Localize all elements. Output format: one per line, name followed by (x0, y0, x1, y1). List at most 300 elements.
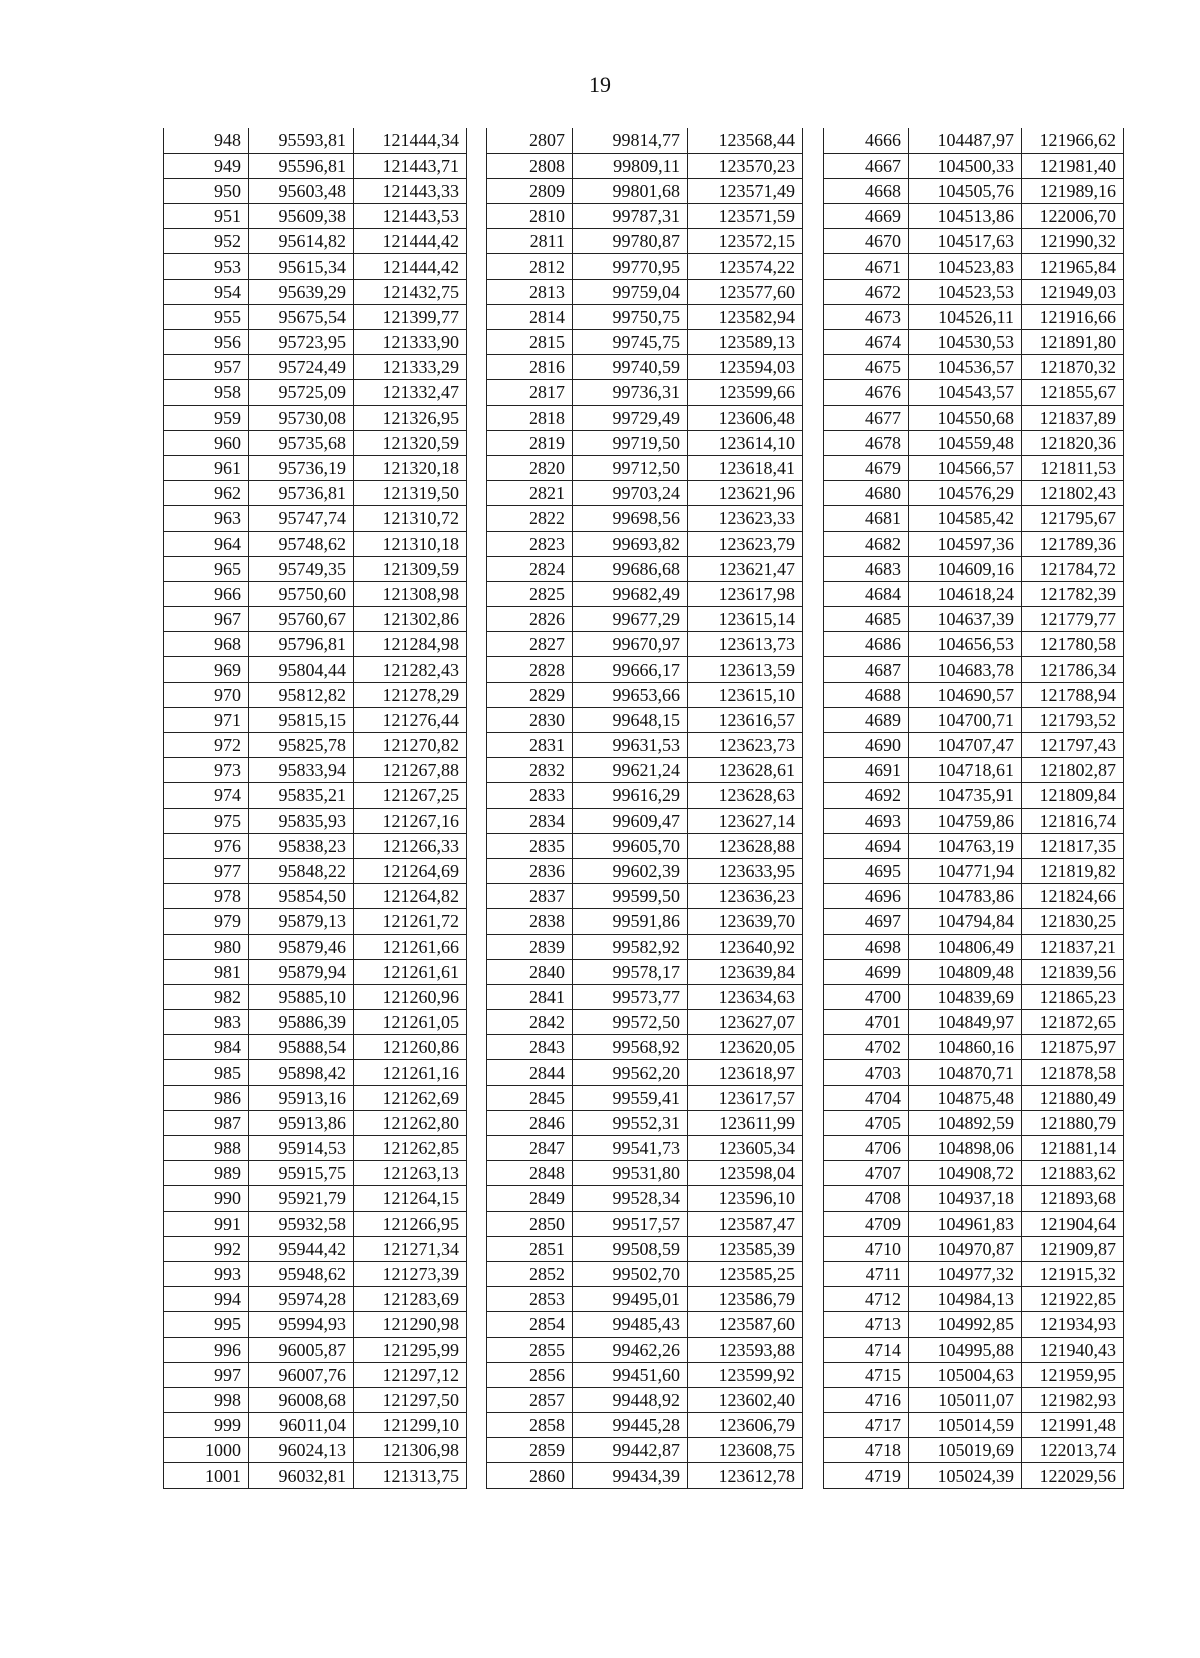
table-row (824, 128, 1124, 153)
point-number-cell: 4692 (824, 783, 909, 808)
y-coordinate-cell: 123587,47 (688, 1211, 803, 1236)
table-row (164, 1136, 467, 1161)
table-row (487, 506, 803, 531)
y-coordinate-cell: 121824,66 (1022, 884, 1124, 909)
point-number-cell: 960 (164, 430, 249, 455)
table-row (824, 733, 1124, 758)
y-coordinate-cell: 121297,12 (354, 1362, 467, 1387)
table-row (164, 833, 467, 858)
x-coordinate-cell: 99572,50 (573, 1010, 688, 1035)
x-coordinate-cell: 95833,94 (249, 758, 354, 783)
x-coordinate-cell: 95724,49 (249, 355, 354, 380)
x-coordinate-cell: 104839,69 (909, 984, 1022, 1009)
table-row (487, 1337, 803, 1362)
point-number-cell: 2857 (487, 1387, 573, 1412)
x-coordinate-cell: 99602,39 (573, 858, 688, 883)
x-coordinate-cell: 99485,43 (573, 1312, 688, 1337)
point-number-cell: 4706 (824, 1136, 909, 1161)
y-coordinate-cell: 123618,97 (688, 1060, 803, 1085)
table-row (824, 405, 1124, 430)
y-coordinate-cell: 121266,95 (354, 1211, 467, 1236)
point-number-cell: 967 (164, 607, 249, 632)
table-row (824, 607, 1124, 632)
point-number-cell: 2851 (487, 1236, 573, 1261)
point-number-cell: 4666 (824, 128, 909, 153)
x-coordinate-cell: 95879,94 (249, 959, 354, 984)
table-row (824, 355, 1124, 380)
y-coordinate-cell: 121260,96 (354, 984, 467, 1009)
y-coordinate-cell: 123599,92 (688, 1362, 803, 1387)
y-coordinate-cell: 121891,80 (1022, 330, 1124, 355)
y-coordinate-cell: 123577,60 (688, 279, 803, 304)
table-row (164, 1438, 467, 1463)
point-number-cell: 991 (164, 1211, 249, 1236)
table-row (824, 279, 1124, 304)
table-row (164, 984, 467, 1009)
x-coordinate-cell: 104550,68 (909, 405, 1022, 430)
x-coordinate-cell: 104735,91 (909, 783, 1022, 808)
table-row (164, 1413, 467, 1438)
point-number-cell: 958 (164, 380, 249, 405)
x-coordinate-cell: 99814,77 (573, 128, 688, 153)
table-row (824, 1110, 1124, 1135)
x-coordinate-cell: 99582,92 (573, 934, 688, 959)
x-coordinate-cell: 96024,13 (249, 1438, 354, 1463)
y-coordinate-cell: 121310,18 (354, 531, 467, 556)
point-number-cell: 4690 (824, 733, 909, 758)
x-coordinate-cell: 104970,87 (909, 1236, 1022, 1261)
y-coordinate-cell: 121966,62 (1022, 128, 1124, 153)
point-number-cell: 2858 (487, 1413, 573, 1438)
point-number-cell: 2850 (487, 1211, 573, 1236)
point-number-cell: 989 (164, 1161, 249, 1186)
y-coordinate-cell: 121290,98 (354, 1312, 467, 1337)
x-coordinate-cell: 95944,42 (249, 1236, 354, 1261)
point-number-cell: 2810 (487, 204, 573, 229)
table-row (824, 506, 1124, 531)
x-coordinate-cell: 95747,74 (249, 506, 354, 531)
point-number-cell: 2814 (487, 304, 573, 329)
y-coordinate-cell: 121916,66 (1022, 304, 1124, 329)
y-coordinate-cell: 121870,32 (1022, 355, 1124, 380)
point-number-cell: 2849 (487, 1186, 573, 1211)
x-coordinate-cell: 104759,86 (909, 808, 1022, 833)
x-coordinate-cell: 99698,56 (573, 506, 688, 531)
table-row (487, 1060, 803, 1085)
point-number-cell: 4680 (824, 481, 909, 506)
y-coordinate-cell: 121284,98 (354, 632, 467, 657)
point-number-cell: 2813 (487, 279, 573, 304)
point-number-cell: 985 (164, 1060, 249, 1085)
table-row (824, 1312, 1124, 1337)
y-coordinate-cell: 123620,05 (688, 1035, 803, 1060)
y-coordinate-cell: 121271,34 (354, 1236, 467, 1261)
x-coordinate-cell: 104849,97 (909, 1010, 1022, 1035)
y-coordinate-cell: 121789,36 (1022, 531, 1124, 556)
y-coordinate-cell: 123639,84 (688, 959, 803, 984)
y-coordinate-cell: 121934,93 (1022, 1312, 1124, 1337)
table-row (487, 1035, 803, 1060)
y-coordinate-cell: 121949,03 (1022, 279, 1124, 304)
table-row (164, 355, 467, 380)
table-row (487, 581, 803, 606)
point-number-cell: 2807 (487, 128, 573, 153)
y-coordinate-cell: 121959,95 (1022, 1362, 1124, 1387)
point-number-cell: 972 (164, 733, 249, 758)
point-number-cell: 2821 (487, 481, 573, 506)
point-number-cell: 2819 (487, 430, 573, 455)
point-number-cell: 2818 (487, 405, 573, 430)
y-coordinate-cell: 121444,34 (354, 128, 467, 153)
point-number-cell: 951 (164, 204, 249, 229)
point-number-cell: 4667 (824, 153, 909, 178)
point-number-cell: 2812 (487, 254, 573, 279)
x-coordinate-cell: 95886,39 (249, 1010, 354, 1035)
point-number-cell: 955 (164, 304, 249, 329)
table-row (824, 934, 1124, 959)
x-coordinate-cell: 99578,17 (573, 959, 688, 984)
table-row (487, 304, 803, 329)
x-coordinate-cell: 105019,69 (909, 1438, 1022, 1463)
x-coordinate-cell: 104543,57 (909, 380, 1022, 405)
y-coordinate-cell: 123636,23 (688, 884, 803, 909)
table-row (824, 783, 1124, 808)
point-number-cell: 950 (164, 178, 249, 203)
point-number-cell: 964 (164, 531, 249, 556)
y-coordinate-cell: 123614,10 (688, 430, 803, 455)
y-coordinate-cell: 123594,03 (688, 355, 803, 380)
y-coordinate-cell: 121915,32 (1022, 1261, 1124, 1286)
point-number-cell: 969 (164, 657, 249, 682)
x-coordinate-cell: 99653,66 (573, 682, 688, 707)
point-number-cell: 4675 (824, 355, 909, 380)
table-row (164, 304, 467, 329)
x-coordinate-cell: 99591,86 (573, 909, 688, 934)
table-row (164, 682, 467, 707)
x-coordinate-cell: 104961,83 (909, 1211, 1022, 1236)
y-coordinate-cell: 123586,79 (688, 1287, 803, 1312)
x-coordinate-cell: 95603,48 (249, 178, 354, 203)
y-coordinate-cell: 123613,59 (688, 657, 803, 682)
y-coordinate-cell: 121264,15 (354, 1186, 467, 1211)
y-coordinate-cell: 123593,88 (688, 1337, 803, 1362)
table-row (487, 1362, 803, 1387)
table-row (487, 1438, 803, 1463)
x-coordinate-cell: 99616,29 (573, 783, 688, 808)
point-number-cell: 4674 (824, 330, 909, 355)
table-row (487, 1186, 803, 1211)
point-number-cell: 2855 (487, 1337, 573, 1362)
table-row (824, 657, 1124, 682)
point-number-cell: 2842 (487, 1010, 573, 1035)
point-number-cell: 4710 (824, 1236, 909, 1261)
x-coordinate-cell: 99451,60 (573, 1362, 688, 1387)
point-number-cell: 4699 (824, 959, 909, 984)
y-coordinate-cell: 121855,67 (1022, 380, 1124, 405)
y-coordinate-cell: 122013,74 (1022, 1438, 1124, 1463)
y-coordinate-cell: 123621,96 (688, 481, 803, 506)
point-number-cell: 2826 (487, 607, 573, 632)
point-number-cell: 965 (164, 556, 249, 581)
table-row (824, 984, 1124, 1009)
y-coordinate-cell: 121333,29 (354, 355, 467, 380)
x-coordinate-cell: 99568,92 (573, 1035, 688, 1060)
x-coordinate-cell: 99740,59 (573, 355, 688, 380)
point-number-cell: 2828 (487, 657, 573, 682)
y-coordinate-cell: 123571,49 (688, 178, 803, 203)
y-coordinate-cell: 121267,16 (354, 808, 467, 833)
x-coordinate-cell: 95748,62 (249, 531, 354, 556)
table-row (824, 909, 1124, 934)
table-row (487, 355, 803, 380)
point-number-cell: 4697 (824, 909, 909, 934)
table-row (824, 1413, 1124, 1438)
y-coordinate-cell: 121261,66 (354, 934, 467, 959)
point-number-cell: 987 (164, 1110, 249, 1135)
y-coordinate-cell: 123571,59 (688, 204, 803, 229)
table-row (824, 808, 1124, 833)
x-coordinate-cell: 99693,82 (573, 531, 688, 556)
table-row (164, 1362, 467, 1387)
x-coordinate-cell: 104794,84 (909, 909, 1022, 934)
table-row (487, 178, 803, 203)
x-coordinate-cell: 104523,53 (909, 279, 1022, 304)
x-coordinate-cell: 104637,39 (909, 607, 1022, 632)
x-coordinate-cell: 104566,57 (909, 455, 1022, 480)
x-coordinate-cell: 95760,67 (249, 607, 354, 632)
y-coordinate-cell: 123572,15 (688, 229, 803, 254)
y-coordinate-cell: 123608,75 (688, 1438, 803, 1463)
point-number-cell: 973 (164, 758, 249, 783)
point-number-cell: 4709 (824, 1211, 909, 1236)
point-number-cell: 2824 (487, 556, 573, 581)
x-coordinate-cell: 104500,33 (909, 153, 1022, 178)
table-row (164, 1337, 467, 1362)
x-coordinate-cell: 104898,06 (909, 1136, 1022, 1161)
point-number-cell: 970 (164, 682, 249, 707)
x-coordinate-cell: 95921,79 (249, 1186, 354, 1211)
point-number-cell: 2833 (487, 783, 573, 808)
x-coordinate-cell: 99745,75 (573, 330, 688, 355)
x-coordinate-cell: 105004,63 (909, 1362, 1022, 1387)
x-coordinate-cell: 99801,68 (573, 178, 688, 203)
table-row (487, 1312, 803, 1337)
point-number-cell: 963 (164, 506, 249, 531)
table-row (164, 959, 467, 984)
point-number-cell: 2848 (487, 1161, 573, 1186)
table-row (824, 1136, 1124, 1161)
y-coordinate-cell: 121904,64 (1022, 1211, 1124, 1236)
x-coordinate-cell: 99502,70 (573, 1261, 688, 1286)
y-coordinate-cell: 123570,23 (688, 153, 803, 178)
y-coordinate-cell: 123639,70 (688, 909, 803, 934)
y-coordinate-cell: 121278,29 (354, 682, 467, 707)
y-coordinate-cell: 121837,89 (1022, 405, 1124, 430)
table-row (164, 934, 467, 959)
table-row (487, 430, 803, 455)
point-number-cell: 4677 (824, 405, 909, 430)
x-coordinate-cell: 104995,88 (909, 1337, 1022, 1362)
y-coordinate-cell: 121326,95 (354, 405, 467, 430)
table-row (824, 884, 1124, 909)
point-number-cell: 2836 (487, 858, 573, 883)
y-coordinate-cell: 121264,82 (354, 884, 467, 909)
point-number-cell: 957 (164, 355, 249, 380)
x-coordinate-cell: 104585,42 (909, 506, 1022, 531)
table-row (487, 1261, 803, 1286)
x-coordinate-cell: 95735,68 (249, 430, 354, 455)
table-row (164, 733, 467, 758)
point-number-cell: 986 (164, 1085, 249, 1110)
point-number-cell: 975 (164, 808, 249, 833)
point-number-cell: 4715 (824, 1362, 909, 1387)
x-coordinate-cell: 96005,87 (249, 1337, 354, 1362)
x-coordinate-cell: 104908,72 (909, 1161, 1022, 1186)
y-coordinate-cell: 121273,39 (354, 1261, 467, 1286)
point-number-cell: 4705 (824, 1110, 909, 1135)
x-coordinate-cell: 105011,07 (909, 1387, 1022, 1412)
x-coordinate-cell: 104618,24 (909, 581, 1022, 606)
x-coordinate-cell: 99712,50 (573, 455, 688, 480)
point-number-cell: 4673 (824, 304, 909, 329)
y-coordinate-cell: 121788,94 (1022, 682, 1124, 707)
table-row (824, 229, 1124, 254)
table-row (164, 153, 467, 178)
x-coordinate-cell: 99729,49 (573, 405, 688, 430)
x-coordinate-cell: 99552,31 (573, 1110, 688, 1135)
y-coordinate-cell: 121793,52 (1022, 707, 1124, 732)
y-coordinate-cell: 121262,80 (354, 1110, 467, 1135)
y-coordinate-cell: 123611,99 (688, 1110, 803, 1135)
y-coordinate-cell: 123599,66 (688, 380, 803, 405)
table-row (487, 405, 803, 430)
point-number-cell: 4670 (824, 229, 909, 254)
point-number-cell: 2840 (487, 959, 573, 984)
table-row (164, 1287, 467, 1312)
point-number-cell: 2838 (487, 909, 573, 934)
table-row (164, 481, 467, 506)
x-coordinate-cell: 104523,83 (909, 254, 1022, 279)
y-coordinate-cell: 123613,73 (688, 632, 803, 657)
x-coordinate-cell: 104707,47 (909, 733, 1022, 758)
table-row (487, 632, 803, 657)
x-coordinate-cell: 99759,04 (573, 279, 688, 304)
x-coordinate-cell: 104771,94 (909, 858, 1022, 883)
y-coordinate-cell: 123623,33 (688, 506, 803, 531)
y-coordinate-cell: 121881,14 (1022, 1136, 1124, 1161)
table-row (487, 153, 803, 178)
table-row (487, 833, 803, 858)
y-coordinate-cell: 123606,48 (688, 405, 803, 430)
y-coordinate-cell: 121989,16 (1022, 178, 1124, 203)
y-coordinate-cell: 121261,16 (354, 1060, 467, 1085)
x-coordinate-cell: 95736,81 (249, 481, 354, 506)
x-coordinate-cell: 95888,54 (249, 1035, 354, 1060)
y-coordinate-cell: 123602,40 (688, 1387, 803, 1412)
y-coordinate-cell: 121786,34 (1022, 657, 1124, 682)
x-coordinate-cell: 95723,95 (249, 330, 354, 355)
x-coordinate-cell: 99648,15 (573, 707, 688, 732)
y-coordinate-cell: 122006,70 (1022, 204, 1124, 229)
table-row (487, 531, 803, 556)
y-coordinate-cell: 121443,53 (354, 204, 467, 229)
table-row (487, 707, 803, 732)
point-number-cell: 4696 (824, 884, 909, 909)
point-number-cell: 4718 (824, 1438, 909, 1463)
table-row (824, 304, 1124, 329)
point-number-cell: 998 (164, 1387, 249, 1412)
table-row (824, 380, 1124, 405)
point-number-cell: 971 (164, 707, 249, 732)
point-number-cell: 992 (164, 1236, 249, 1261)
y-coordinate-cell: 121820,36 (1022, 430, 1124, 455)
table-row (164, 531, 467, 556)
point-number-cell: 961 (164, 455, 249, 480)
y-coordinate-cell: 121817,35 (1022, 833, 1124, 858)
x-coordinate-cell: 104536,57 (909, 355, 1022, 380)
x-coordinate-cell: 95898,42 (249, 1060, 354, 1085)
x-coordinate-cell: 95812,82 (249, 682, 354, 707)
point-number-cell: 968 (164, 632, 249, 657)
point-number-cell: 4714 (824, 1337, 909, 1362)
y-coordinate-cell: 123587,60 (688, 1312, 803, 1337)
table-row (824, 1085, 1124, 1110)
x-coordinate-cell: 105014,59 (909, 1413, 1022, 1438)
y-coordinate-cell: 122029,56 (1022, 1463, 1124, 1488)
x-coordinate-cell: 95913,86 (249, 1110, 354, 1135)
point-number-cell: 4700 (824, 984, 909, 1009)
table-row (164, 380, 467, 405)
x-coordinate-cell: 95825,78 (249, 733, 354, 758)
point-number-cell: 4685 (824, 607, 909, 632)
y-coordinate-cell: 121262,85 (354, 1136, 467, 1161)
point-number-cell: 948 (164, 128, 249, 153)
x-coordinate-cell: 96032,81 (249, 1463, 354, 1488)
y-coordinate-cell: 123618,41 (688, 455, 803, 480)
y-coordinate-cell: 121313,75 (354, 1463, 467, 1488)
point-number-cell: 977 (164, 858, 249, 883)
x-coordinate-cell: 99573,77 (573, 984, 688, 1009)
y-coordinate-cell: 121310,72 (354, 506, 467, 531)
table-row (824, 1010, 1124, 1035)
y-coordinate-cell: 121264,69 (354, 858, 467, 883)
table-row (164, 858, 467, 883)
x-coordinate-cell: 104700,71 (909, 707, 1022, 732)
point-number-cell: 2823 (487, 531, 573, 556)
point-number-cell: 4691 (824, 758, 909, 783)
y-coordinate-cell: 123628,61 (688, 758, 803, 783)
point-number-cell: 984 (164, 1035, 249, 1060)
y-coordinate-cell: 123616,57 (688, 707, 803, 732)
y-coordinate-cell: 121795,67 (1022, 506, 1124, 531)
y-coordinate-cell: 123612,78 (688, 1463, 803, 1488)
point-number-cell: 2852 (487, 1261, 573, 1286)
point-number-cell: 981 (164, 959, 249, 984)
x-coordinate-cell: 95835,21 (249, 783, 354, 808)
x-coordinate-cell: 104487,97 (909, 128, 1022, 153)
y-coordinate-cell: 121262,69 (354, 1085, 467, 1110)
table-row (824, 1060, 1124, 1085)
x-coordinate-cell: 95804,44 (249, 657, 354, 682)
point-number-cell: 4716 (824, 1387, 909, 1412)
table-row (164, 607, 467, 632)
point-number-cell: 4695 (824, 858, 909, 883)
x-coordinate-cell: 104513,86 (909, 204, 1022, 229)
table-row (487, 607, 803, 632)
y-coordinate-cell: 123628,88 (688, 833, 803, 858)
y-coordinate-cell: 121295,99 (354, 1337, 467, 1362)
y-coordinate-cell: 121276,44 (354, 707, 467, 732)
